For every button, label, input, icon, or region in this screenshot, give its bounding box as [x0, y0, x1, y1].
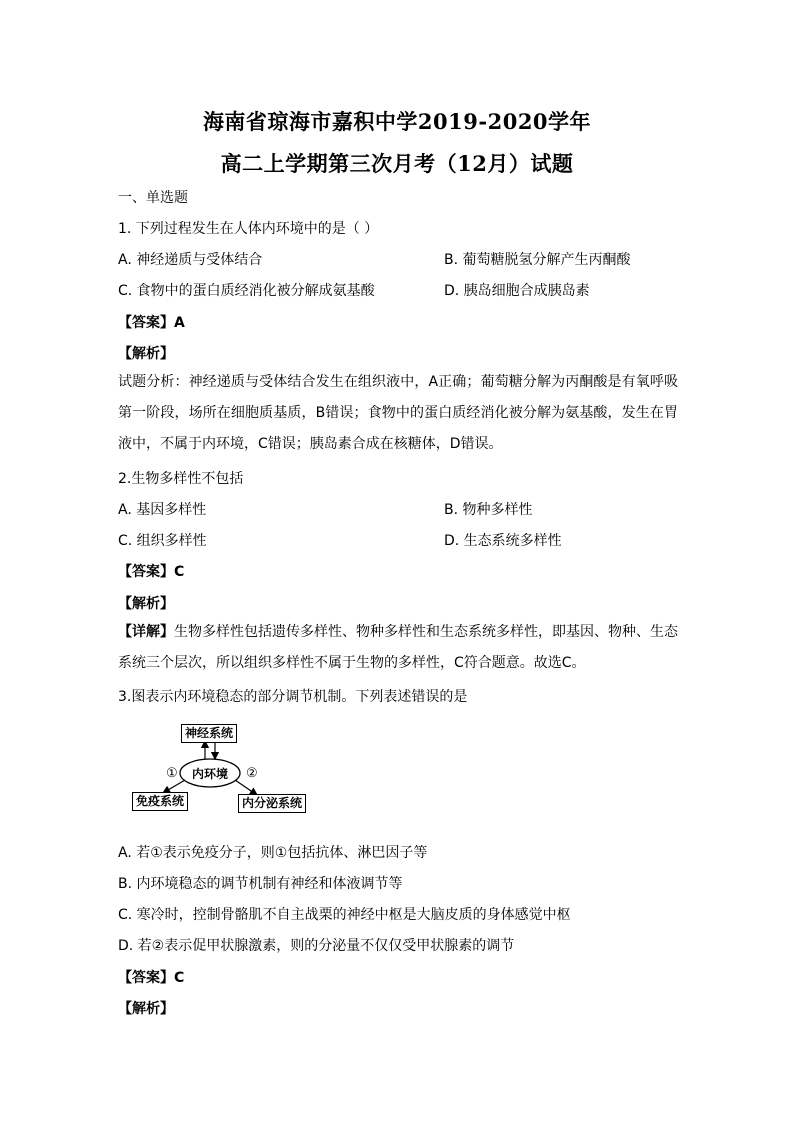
doc-title-line2: 高二上学期第三次月考（12月）试题	[220, 151, 574, 176]
internal-environment-label: 内环境	[191, 767, 228, 781]
q2-option-b: B. 物种多样性	[444, 502, 533, 518]
q3-answer: 【答案】C	[118, 970, 185, 986]
immune-system-box: 免疫系统	[132, 792, 188, 811]
q3-option-d: D. 若②表示促甲状腺激素，则的分泌量不仅仅受甲状腺素的调节	[118, 938, 515, 954]
doc-title-line1: 海南省琼海市嘉积中学2019-2020学年	[202, 109, 592, 134]
q1-option-d: D. 胰岛细胞合成胰岛素	[444, 283, 590, 299]
q2-detail-label: 【详解】	[118, 624, 174, 640]
q1-analysis-label: 【解析】	[118, 346, 174, 362]
mark-1: ①	[166, 766, 178, 781]
q2-analysis-label: 【解析】	[118, 596, 174, 612]
q1-option-c: C. 食物中的蛋白质经消化被分解成氨基酸	[118, 283, 375, 299]
q1-answer: 【答案】A	[118, 315, 185, 331]
q2-detail	[118, 617, 678, 679]
q1-option-a: A. 神经递质与受体结合	[118, 252, 263, 268]
q1-stem: 1. 下列过程发生在人体内环境中的是（ ）	[118, 221, 379, 237]
q2-option-d: D. 生态系统多样性	[444, 533, 562, 549]
q1-analysis-text: 试题分析：神经递质与受体结合发生在组织液中，A正确；葡萄糖分解为丙酮酸是有氧呼吸第一阶段，场所在细胞质基质，B错误；食物中的蛋白质经消化被分解为氨基酸，发生在胃液中，不属于内环境，C错误；胰岛素合成在核糖体，D错误。	[118, 374, 678, 452]
arrow-right	[235, 780, 257, 795]
section-heading: 一、单选题	[118, 190, 188, 206]
q2-option-c: C. 组织多样性	[118, 533, 207, 549]
q3-option-c: C. 寒冷时，控制骨骼肌不自主战栗的神经中枢是大脑皮质的身体感觉中枢	[118, 907, 571, 923]
q2-answer: 【答案】C	[118, 564, 185, 580]
q2-detail-text: 生物多样性包括遗传多样性、物种多样性和生态系统多样性，即基因、物种、生态系统三个层次，所以组织多样性不属于生物的多样性，C符合题意。故选C。	[118, 624, 678, 671]
q2-option-a: A. 基因多样性	[118, 502, 207, 518]
q3-option-b: B. 内环境稳态的调节机制有神经和体液调节等	[118, 876, 403, 892]
q3-analysis-label: 【解析】	[118, 1001, 174, 1017]
endocrine-system-box: 内分泌系统	[238, 794, 306, 813]
q2-stem: 2.生物多样性不包括	[118, 471, 244, 487]
homeostasis-diagram	[130, 718, 315, 818]
q1-option-b: B. 葡萄糖脱氢分解产生丙酮酸	[444, 252, 631, 268]
q3-option-a: A. 若①表示免疫分子，则①包括抗体、淋巴因子等	[118, 845, 428, 861]
q3-stem: 3.图表示内环境稳态的部分调节机制。下列表述错误的是	[118, 689, 468, 705]
mark-2: ②	[246, 766, 258, 781]
nervous-system-box: 神经系统	[181, 724, 237, 743]
